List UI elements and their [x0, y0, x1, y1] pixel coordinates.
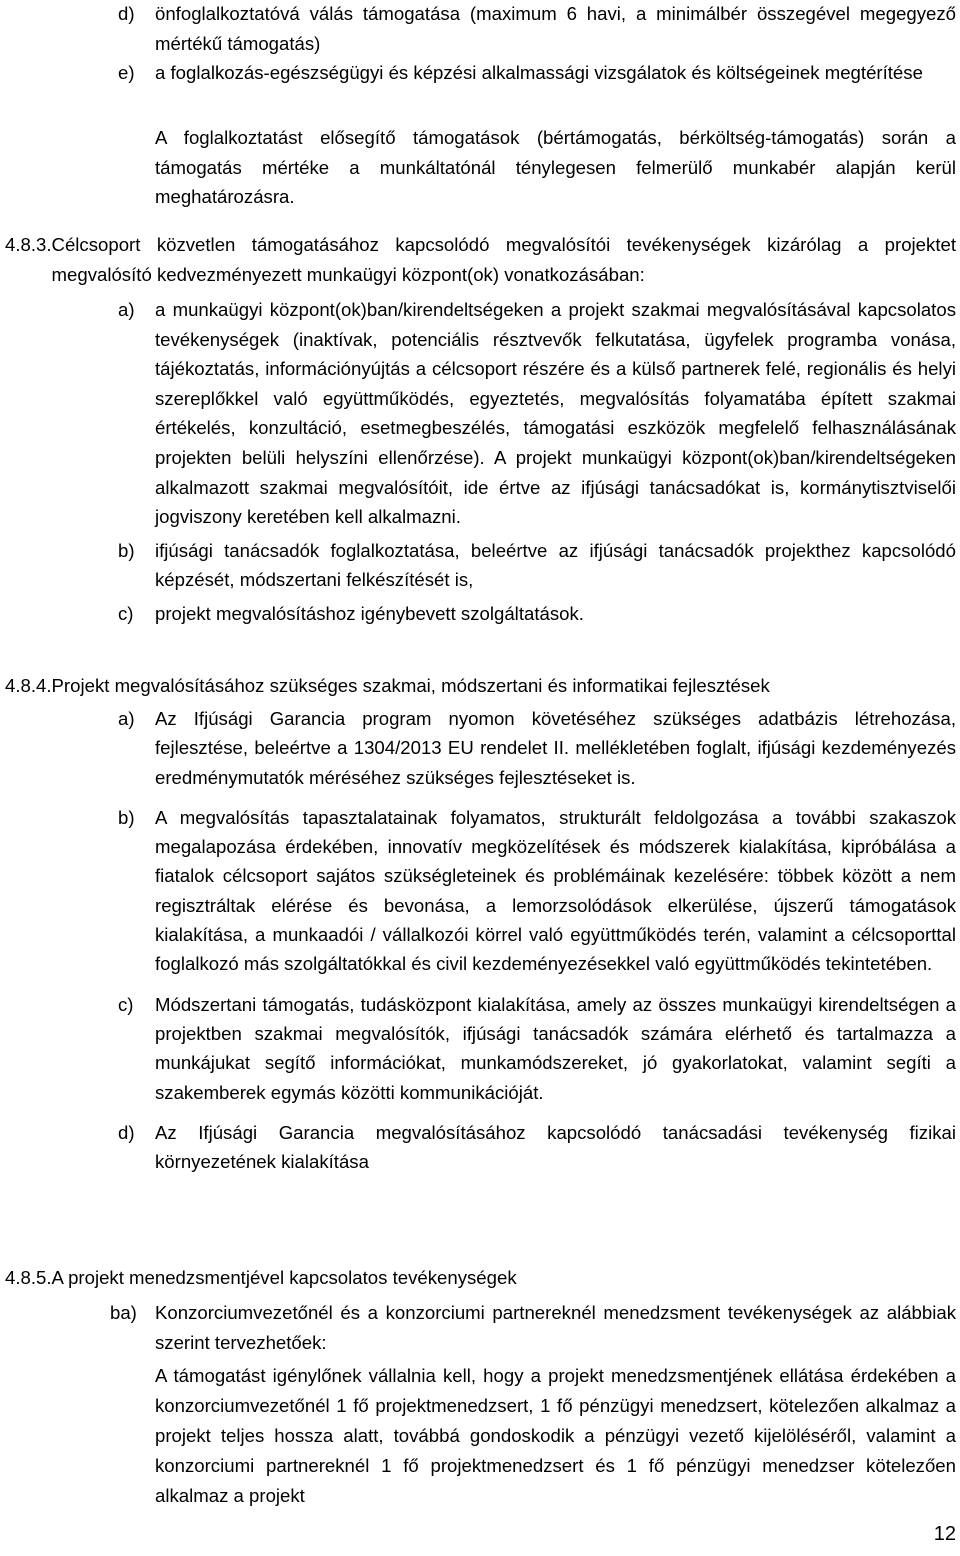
list-item	[110, 1298, 956, 1358]
section-heading	[5, 1263, 956, 1292]
list-marker: e)	[118, 62, 135, 84]
list-item	[118, 803, 956, 979]
list-text: Az Ifjúsági Garancia program nyomon követéséhez szükséges adatbázis létrehozása, fejlesztése, beleértve a 1304/2013 EU rendelet II. mellékletében foglalt, ifjúsági kezdeményezés eredménymutatók méréséhez szükséges fejlesztéseket is.	[155, 708, 956, 788]
section-list	[118, 704, 956, 1176]
list-text: a munkaügyi központ(ok)ban/kirendeltségeken a projekt szakmai megvalósításával kapcsolatos tevékenységek (inaktívak, potenciális résztvevők felkutatása, ügyfelek programba vonása, tájékoztatás, információnyújtás a célcsoport részére és a külső partnerek felé, regionális és helyi szereplőkkel való együttműködés, egyeztetés, megvalósítás folyamatába épített szakmai értékelés, konzultáció, esetmegbeszélés, támogatási eszközök megfelelő felhasználásának projekten belüli helyszíni ellenőrzése). A projekt munkaügyi központ(ok)ban/kirendeltségeken alkalmazott szakmai megvalósítóit, ide értve az ifjúsági tanácsadókat is, kormánytisztviselői jogviszony keretében kell alkalmazni.	[155, 299, 956, 528]
list-item	[118, 1118, 956, 1177]
list-marker: c)	[118, 993, 134, 1015]
list-item	[118, 704, 956, 792]
support-note: A foglalkoztatást elősegítő támogatások (bértámogatás, bérköltség-támogatás) során a támogatás mértéke a munkáltatónál ténylegesen felmerülő munkabér alapján kerül meghatározásra.	[155, 127, 956, 208]
list-item	[118, 536, 956, 595]
list-item	[118, 599, 956, 629]
list-item	[118, 58, 956, 88]
list-text: önfoglalkoztatóvá válás támogatása (maximum 6 havi, a minimálbér összegével megegyező mértékű támogatás)	[155, 3, 956, 54]
list-marker: d)	[118, 3, 135, 24]
section-title: Projekt megvalósításához szükséges szakmai, módszertani és informatikai fejlesztések	[51, 675, 770, 696]
list-marker: b)	[118, 806, 135, 828]
section-heading	[5, 230, 956, 289]
list-text: ifjúsági tanácsadók foglalkoztatása, beleértve az ifjúsági tanácsadók projekthez kapcsolódó képzését, módszertani felkészítését is,	[155, 539, 956, 591]
section-title: A projekt menedzsmentjével kapcsolatos tevékenységek	[51, 1267, 517, 1288]
list-text: Az Ifjúsági Garancia megvalósításához kapcsolódó tanácsadási tevékenység fizikai környezetének kialakítása	[155, 1121, 956, 1173]
section-list	[118, 295, 956, 629]
list-text: Módszertani támogatás, tudásközpont kialakítása, amely az összes munkaügyi kirendeltségen a projektben szakmai megvalósítók, ifjúsági tanácsadók számára elérhető és tartalmazza a munkájukat segítő információkat, munkamódszereket, jó gyakorlatokat, valamint segíti a szakemberek egymás közötti kommunikációját.	[155, 993, 956, 1103]
section-number: 4.8.5.	[5, 1267, 52, 1288]
page-number: 12	[933, 1523, 956, 1545]
list-marker: a)	[118, 299, 135, 320]
list-text: Konzorciumvezetőnél és a konzorciumi partnereknél menedzsment tevékenységek az alábbiak szerint tervezhetőek:	[155, 1302, 956, 1353]
top-list	[118, 0, 956, 88]
list-marker: b)	[118, 539, 135, 561]
list-marker: ba)	[110, 1302, 137, 1323]
management-paragraph: A támogatást igénylőnek vállalnia kell, hogy a projekt menedzsmentjének ellátása érdekében a konzorciumvezetőnél 1 fő projektmenedzsert, 1 fő pénzügyi menedzsert, kötelezően alkalmaz a projekt teljes hossza alatt, továbbá gondoskodik a pénzügyi vezető kijelöléséről, valamint a konzorciumi partnereknél 1 fő projektmenedzsert és 1 fő pénzügyi menedzser kötelezően alkalmaz a projekt	[155, 1365, 956, 1506]
list-text: A megvalósítás tapasztalatainak folyamatos, strukturált feldolgozása a további szakaszok megalapozása érdekében, innovatív megközelítések és módszerek kialakítása, kipróbálása a fiatalok célcsoport sajátos szükségleteinek és problémáinak kezelésére: többek között a nem regisztráltak elérése és bevonása, a lemorzsolódások elkerülése, újszerű támogatások kialakítása, a munkaadói / vállalkozói körrel való együttműködés terén, valamint a célcsoporttal foglalkozó más szolgáltatókkal és civil kezdeményezésekkel való együttműködés tekintetében.	[155, 806, 956, 975]
list-text: a foglalkozás-egészségügyi és képzési alkalmassági vizsgálatok és költségeinek megtérítése	[155, 62, 923, 84]
list-marker: c)	[118, 602, 134, 624]
list-item	[118, 295, 956, 532]
section-title: Célcsoport közvetlen támogatásához kapcsolódó megvalósítói tevékenységek kizárólag a projektet megvalósító kedvezményezett munkaügyi központ(ok) vonatkozásában:	[51, 234, 956, 285]
list-marker: a)	[118, 708, 135, 729]
list-item	[118, 0, 956, 58]
section-number: 4.8.3.	[5, 234, 52, 255]
section-heading	[5, 671, 956, 700]
list-text: projekt megvalósításhoz igénybevett szolgáltatások.	[155, 602, 584, 624]
section-number: 4.8.4.	[5, 675, 52, 696]
list-item	[118, 990, 956, 1107]
list-marker: d)	[118, 1121, 135, 1143]
